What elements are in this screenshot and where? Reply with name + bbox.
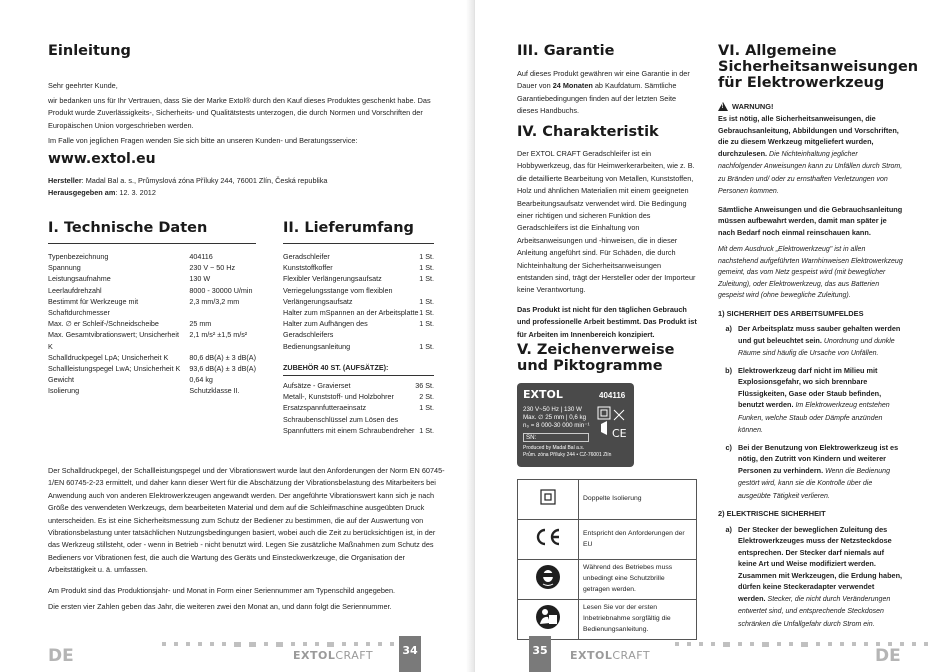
delivery-section (283, 221, 434, 436)
table-cell-label: Schalldruckpegel LpA; Unsicherheit K (48, 352, 169, 362)
table-cell-value: 2,1 m/s² ±1,5 m/s² (189, 330, 248, 340)
rating-label-line-1: 230 V~50 Hz | 130 W (523, 406, 582, 413)
table-cell-label: Kunststoffkoffer (283, 263, 333, 273)
rating-label-address: Prům. zóna Příluky 244 • CZ-76001 Zlín (523, 452, 612, 458)
list-marker: a) (725, 524, 732, 534)
divider (48, 243, 256, 244)
list-text (738, 442, 903, 503)
table-cell-label: Metall-, Kunststoff- und Holzbohrer (283, 392, 394, 402)
page-number: 35 (529, 636, 551, 672)
manufacturer-label: Hersteller (48, 176, 82, 185)
serial-paragraph-2: Die ersten vier Zahlen geben das Jahr, die weiteren zwei den Monat an, und dann folgt die Seriennummer. (48, 602, 392, 611)
table-cell-value: 0,64 kg (189, 375, 213, 385)
power-tool-definition: Mit dem Ausdruck „Elektrowerkzeug" ist in allen nachstehend aufgeführten Warnhinweisen Elektrowerkzeug gemeint, das vom Netz gespeist wird (mit beweglicher Zuleitung), oder Elektrowerkzeug, das aus Batterien gespeist wird (ohne bewegliche Zuleitung). (718, 246, 903, 300)
warning-text-italic: Die Nichteinhaltung jeglicher nachfolgender Anweisungen kann zu Unfällen durch Strom, zu Bränden und/ oder zu ernsthaften Verletzungen von Personen kommen. (718, 150, 903, 196)
characteristics-heading: IV. Charakteristik (517, 124, 659, 140)
characteristics-section (517, 125, 699, 341)
table-cell-label: Verriegelungsstange vom flexiblen (283, 285, 393, 295)
list-text-italic: Im Elektrowerkzeug entstehen Funken, welche Staub oder Dämpfe anzünden können. (738, 402, 890, 435)
list-text (738, 524, 903, 631)
tech-data-section (48, 221, 256, 397)
warning-paragraph (718, 113, 903, 198)
table-cell-label: Aufsätze - Gravierset (283, 380, 351, 390)
table-cell-label: Bestimmt für Werkzeuge mit Schaftdurchmesser (48, 296, 139, 317)
rating-label-line-2: Max. ∅ 25 mm | 0,6 kg (523, 414, 587, 421)
ce-mark-icon (518, 520, 579, 560)
serial-paragraph-1: Am Produkt sind das Produktionsjahr- und Monat in Form einer Seriennummer am Typenschild angegeben. (48, 586, 396, 595)
accessories-table (283, 380, 434, 436)
brand-logo (293, 647, 373, 664)
symbols-heading-2: und Piktogramme (517, 357, 663, 374)
list-text-bold: Der Stecker der beweglichen Zuleitung des Elektrowerkzeuges muss der Netzsteckdose entsprechen. Der Stecker darf niemals auf keine Art und Weise modifiziert werden. Zusammen mit Werkzeugen, die Erdung haben, dürfen keine Steckeradapter verwendet werden. (738, 524, 903, 603)
table-cell-label: Bedienungsanleitung (283, 341, 351, 351)
table-row (283, 341, 434, 352)
table-row (283, 391, 434, 402)
list-item (718, 524, 903, 631)
language-marker: DE (48, 646, 74, 666)
table-row (48, 251, 256, 262)
table-cell-label: Leerlaufdrehzahl (48, 285, 102, 295)
accessories-heading: ZUBEHÖR 40 ST. (AUFSÄTZE): (283, 362, 389, 372)
table-cell-label: Geradschleifer (283, 251, 330, 261)
table-row (48, 318, 256, 329)
rating-label (517, 383, 634, 467)
rating-label-serial: SN: (523, 433, 589, 442)
table-row (48, 296, 256, 318)
table-cell-label: Isolierung (48, 386, 80, 396)
table-cell-value: 2,3 mm/3,2 mm (189, 296, 240, 306)
einleitung-heading: Einleitung (48, 43, 131, 59)
table-row (283, 402, 434, 413)
pictogram-row (518, 560, 697, 600)
table-cell-value: 1 St. (419, 307, 434, 317)
table-row (48, 385, 256, 396)
warning-line (718, 101, 903, 112)
list-text-italic: Unordnung und dunkle Räume sind häufig die Ursache von Unfällen. (738, 337, 895, 358)
footer-dots (162, 641, 418, 647)
tech-data-table (48, 251, 256, 397)
table-cell-label: Leistungsaufnahme (48, 274, 111, 284)
published-label: Herausgegeben am (48, 188, 116, 197)
delivery-heading: II. Lieferumfang (283, 220, 414, 236)
table-row (283, 273, 434, 284)
salutation: Sehr geehrter Kunde, (48, 81, 118, 90)
characteristics-text: Der EXTOL CRAFT Geradschleifer ist ein Hobbywerkzeug, das für Heimwerkerarbeiten, wie z. B. die detaillierte Bearbeitung von Metallen, Kunststoffen, Holz und ähnlichen Materialien mit einem geeigneten Bearbeitungsaufsatz verwendet wird. Die Bedingung einer richtigen und sicheren Funktion des Geradschleifers ist die Einhaltung von Arbeitsanweisungen und -hinweisen, die in dieser Anleitung angeführt sind. Für Schäden, die durch Nichteinhaltung der Sicherheitsanweisungen entstanden sind, trägt der Hersteller oder der Importeur keine Verantwortung. (517, 148, 696, 295)
table-cell-label: Spannung (48, 263, 81, 273)
table-cell-label: Schraubenschlüssel zum Lösen des (283, 414, 399, 424)
warning-text-bold: Es ist nötig, alle Sicherheitsanweisungen, die Gebrauchsanleitung, Abbildungen und Vorschriften, die zu diesem Werkzeug mitgeliefert wurden, durchzulesen. (718, 114, 899, 158)
characteristics-note: Das Produkt ist nicht für den täglichen Gebrauch und professionelle Arbeit bestimmt. Das Produkt ist für Arbeiten im Innenbereich konzipiert. (517, 304, 697, 339)
pictogram-row (518, 520, 697, 560)
table-cell-value: 2 St. (419, 392, 434, 402)
tech-data-heading: I. Technische Daten (48, 220, 208, 236)
warning-icon (718, 102, 728, 111)
table-row (283, 307, 434, 318)
symbols-heading-1: V. Zeichenverweise (517, 342, 675, 358)
table-row (48, 285, 256, 296)
noise-vibration-paragraph: Der Schalldruckpegel, der Schallleistungspegel und der Vibrationswert wurde laut den Anforderungen der Norm EN 60745-1/EN 60745-2-23 ermittelt, und daher kann dieser Wert für die Abschätzung der Vibrationsbelastung des Mitarbeiters bei Anwendung auch von anderen Elektrowerkzeugen angewandt werden. Der angeführte Vibrationswert kann sich je nach Größe des verwendeten Werkzeugs, dem bearbeiteten Material und dem auf die Schleifmaschine ausgeübten Druck unterscheiden. Es ist eine Sicherheitsmessung zum Schutz der Bediener zu bestimmen, die auf der Auswertung von Vibrationsbelastung unter tatsächlichen Nutzungsbedingungen basiert, wobei auch die Zeit zu berücksichtigen ist, in der das Werkzeug stillsteht, oder - wenn in Betrieb - nicht benutzt wird. Legen Sie zusätzliche Maßnahmen zum Schutz des Bedieners vor Vibrationen fest, die auch die Wartung des Geräts und Einsteckwerkzeuge, die Organisation der Arbeitstätigkeit u. ä. umfassen. (48, 466, 445, 575)
table-cell-label: Max. Gesamtvibrationswert; Unsicherheit K (48, 330, 180, 351)
electrical-list (718, 524, 903, 631)
table-cell-value (415, 414, 434, 425)
brand-logo-craft: CRAFT (335, 649, 374, 662)
list-marker: b) (725, 365, 732, 375)
table-cell-value: 1 St. (419, 425, 434, 435)
pictogram-row (518, 600, 697, 640)
table-cell-value: Schutzklasse II. (189, 386, 240, 396)
table-cell-label: Verlängerungsaufsatz (283, 296, 353, 306)
contact-paragraph: Im Falle von jeglichen Fragen wenden Sie sich bitte an unseren Kunden- und Beratungsservice: (48, 136, 358, 145)
table-cell-value: 1 St. (419, 263, 434, 273)
table-row (48, 262, 256, 273)
table-cell-value: 1 St. (419, 251, 434, 261)
pictogram-row (518, 480, 697, 520)
read-manual-icon (518, 600, 579, 640)
table-row (283, 296, 434, 307)
table-cell-value: 404116 (189, 251, 213, 261)
pictogram-text: Lesen Sie vor der ersten Inbetriebnahme sorgfältig die Bedienungsanleitung. (579, 600, 697, 640)
table-cell-value: 80,6 dB(A) ± 3 dB(A) (189, 352, 256, 362)
pictogram-text: Entspricht den Anforderungen der EU (579, 520, 697, 560)
symbols-section (517, 343, 699, 375)
list-marker: a) (725, 324, 732, 334)
rating-label-producer: Produced by Madal Bal a.s. (523, 445, 585, 451)
table-cell-value: 8000 - 30000 U/min (189, 285, 253, 295)
table-cell-label: Flexibler Verlängerungsaufsatz (283, 274, 382, 284)
warranty-heading: III. Garantie (517, 43, 615, 59)
work-area-list (718, 323, 903, 502)
table-row (48, 273, 256, 284)
table-cell-value: 1 St. (419, 296, 434, 306)
table-cell-value: 1 St. (419, 274, 434, 284)
rating-label-model: 404116 (599, 391, 626, 400)
table-cell-value: 25 mm (189, 319, 212, 329)
table-row (48, 363, 256, 374)
table-row (48, 352, 256, 363)
safety-section (718, 43, 919, 635)
table-cell-label: Halter zum mSpannen an der Arbeitsplatte (283, 307, 419, 317)
electrical-heading: 2) ELEKTRISCHE SICHERHEIT (718, 509, 826, 519)
table-row (283, 285, 434, 296)
pictogram-table (517, 479, 697, 640)
table-cell-value: 36 St. (415, 380, 434, 390)
list-text-italic: Wenn die Bedienung gestört wird, kann sie die Kontrolle über die ausgeübte Tätigkeit verlieren. (738, 467, 890, 500)
pictogram-text: Doppelte Isolierung (579, 480, 697, 520)
table-cell-value: 1 St. (419, 341, 434, 351)
table-cell-label: Ersatzspannfutteraeinsatz (283, 403, 367, 413)
warranty-text (517, 68, 699, 118)
pictogram-text: Während des Betriebes muss unbedingt eine Schutzbrille getragen werden. (579, 560, 697, 600)
list-item (718, 365, 903, 437)
table-cell-value: 93,6 dB(A) ± 3 dB(A) (189, 363, 256, 373)
svg-text:CE: CE (612, 427, 627, 440)
brand-logo-craft: CRAFT (612, 649, 651, 662)
table-cell-value: 230 V ~ 50 Hz (189, 263, 236, 273)
table-row (283, 262, 434, 273)
manufacturer-line (48, 175, 448, 187)
brand-logo (570, 647, 650, 664)
table-cell-label: Gewicht (48, 375, 74, 385)
list-item (718, 442, 903, 503)
double-insulation-icon (518, 480, 579, 520)
table-row (283, 380, 434, 391)
intro-paragraph: wir bedanken uns für Ihr Vertrauen, dass Sie der Marke Extol® durch den Kauf dieses Produktes geschenkt habe. Das Produkt wurde Zuverlässigkeits-, Sicherheits- und Qualitätstests unterzogen, die durch Normen und Vorschriften der Europäischen Union vorgeschrieben werden. (48, 96, 431, 130)
brand-logo-extol: EXTOL (293, 649, 336, 662)
safety-heading-3: für Elektrowerkzeug (718, 74, 885, 91)
table-cell-label: Schallleistungspegel LwA; Unsicherheit K (48, 363, 181, 373)
work-area-heading: 1) SICHERHEIT DES ARBEITSUMFELDES (718, 308, 864, 318)
list-text-italic: Stecker, die nicht durch Veränderungen entwertet sind, und entsprechende Steckdosen schränken die Unfallgefahr durch Strom ein. (738, 595, 891, 628)
warranty-section (517, 44, 699, 118)
safety-heading-1: VI. Allgemeine (718, 43, 837, 59)
page-right (475, 0, 950, 672)
list-marker: c) (725, 442, 732, 452)
published-line (48, 187, 448, 199)
table-cell-label: Max. ∅ er Schleif-/Schneidscheibe (48, 319, 159, 329)
rating-label-brand: EXTOL (523, 388, 563, 401)
safety-heading-2: Sicherheitsanweisungen (718, 58, 919, 75)
table-cell-label: Halter zum Aufhängen des Geradschleifers (283, 319, 368, 340)
manufacturer-value: : Madal Bal a. s., Průmyslová zóna Příluky 244, 76001 Zlín, Česká republika (81, 176, 328, 185)
keep-instructions: Sämtliche Anweisungen und die Gebrauchsanleitung müssen aufbewahrt werden, damit man später je nach Bedarf noch einmal reinschauen kann. (718, 204, 903, 237)
rating-label-symbols-icon (597, 406, 629, 442)
language-marker: DE (875, 646, 901, 666)
table-cell-label: Typenbezeichnung (48, 251, 109, 261)
divider (283, 243, 434, 244)
brand-logo-extol: EXTOL (570, 649, 613, 662)
table-cell-label: Spannfutters mit einem Schraubendreher (283, 425, 415, 435)
table-cell-value: 130 W (189, 274, 211, 284)
warning-label: WARNUNG! (732, 101, 774, 111)
table-cell-value (419, 285, 434, 296)
delivery-table (283, 251, 434, 352)
list-item (718, 323, 903, 360)
published-value: : 12. 3. 2012 (115, 188, 156, 197)
table-row (48, 374, 256, 385)
table-row (283, 251, 434, 262)
warranty-duration: 24 Monaten (552, 81, 593, 91)
list-text-bold: Bei der Benutzung von Elektrowerkzeug ist es nötig, den Zutritt von Kindern und weiterer Personen zu verhindern. (738, 442, 899, 475)
website-link[interactable]: www.extol.eu (48, 151, 156, 167)
divider (283, 375, 434, 376)
table-row (283, 318, 434, 340)
list-text (738, 365, 903, 437)
protective-equipment-icon (518, 560, 579, 600)
table-row (48, 329, 256, 351)
warranty-text-1: Auf dieses Produkt gewähren wir eine Garantie in der Dauer von (517, 68, 690, 91)
warranty-text-2: ab Kaufdatum. Sämtliche Garantiebedingungen finden auf der letzten Seite dieses Handbuchs. (517, 81, 677, 116)
table-row (283, 425, 434, 436)
table-cell-value: 1 St. (419, 319, 434, 329)
rating-label-line-3: n₀ = 8 000-30 000 min⁻¹ (523, 422, 590, 429)
list-text-bold: Der Arbeitsplatz muss sauber gehalten werden und gut beleuchtet sein. (738, 324, 901, 345)
list-text-bold: Elektrowerkzeug darf nicht im Milieu mit Explosionsgefahr, wo sich brennbare Flüssigkeiten, Gase oder Staub befinden, benutzt werden. (738, 365, 882, 410)
table-cell-value: 1 St. (419, 403, 434, 413)
page-number: 34 (399, 636, 421, 672)
table-row (283, 414, 434, 425)
list-text (738, 323, 903, 360)
